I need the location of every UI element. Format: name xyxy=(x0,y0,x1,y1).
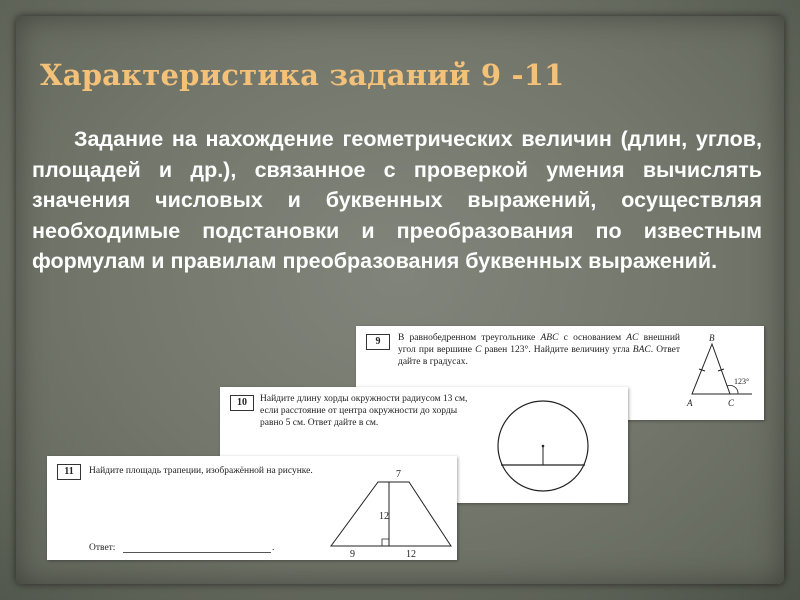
task-10-text: Найдите длину хорды окружности радиусом 13 см, если расстояние от центра окружности до хорды равно 5 см. Ответ дайте в см. xyxy=(260,394,468,428)
task-11-number: 11 xyxy=(57,464,81,480)
label-a: A xyxy=(687,398,693,408)
left-segment-label: 9 xyxy=(350,549,355,558)
answer-line[interactable] xyxy=(123,552,271,553)
task-11-trapezoid-figure xyxy=(327,466,455,558)
slide-description: Задание на нахождение геометрических величин (длин, углов, площадей и др.), связанное с проверкой умения вычислять значения числовых и буквенных выражений, осуществляя необходимые подстановки и преобразования по известным формулам и правилам преобразования буквенных выражений. xyxy=(32,127,762,273)
task-9-text: В равнобедренном треугольнике ABC с основанием AC внешний угол при вершине C равен 123°. Найдите величину угла BAC. Ответ дайте в градусах. xyxy=(398,333,681,367)
task-9-triangle-figure xyxy=(684,332,762,412)
top-base-label: 7 xyxy=(396,469,401,480)
task-11-card xyxy=(47,456,457,560)
trapezoid xyxy=(331,482,451,546)
task-9-number: 9 xyxy=(366,334,390,350)
label-b: B xyxy=(709,333,715,343)
slide-title: Характеристика заданий 9 -11 xyxy=(40,58,565,92)
answer-label: Ответ: xyxy=(89,543,116,553)
label-c: C xyxy=(728,398,735,408)
angle-label: 123° xyxy=(734,377,750,386)
task-11-text: Найдите площадь трапеции, изображённой на рисунке. xyxy=(89,466,313,476)
circle-center xyxy=(542,445,545,448)
task-10-circle-figure xyxy=(492,393,594,499)
task-10-number: 10 xyxy=(230,395,254,411)
right-angle-mark xyxy=(382,539,389,546)
height-label: 12 xyxy=(379,511,389,522)
isosceles-triangle xyxy=(692,344,730,394)
answer-suffix: . xyxy=(272,543,275,553)
right-segment-label: 12 xyxy=(406,549,416,558)
